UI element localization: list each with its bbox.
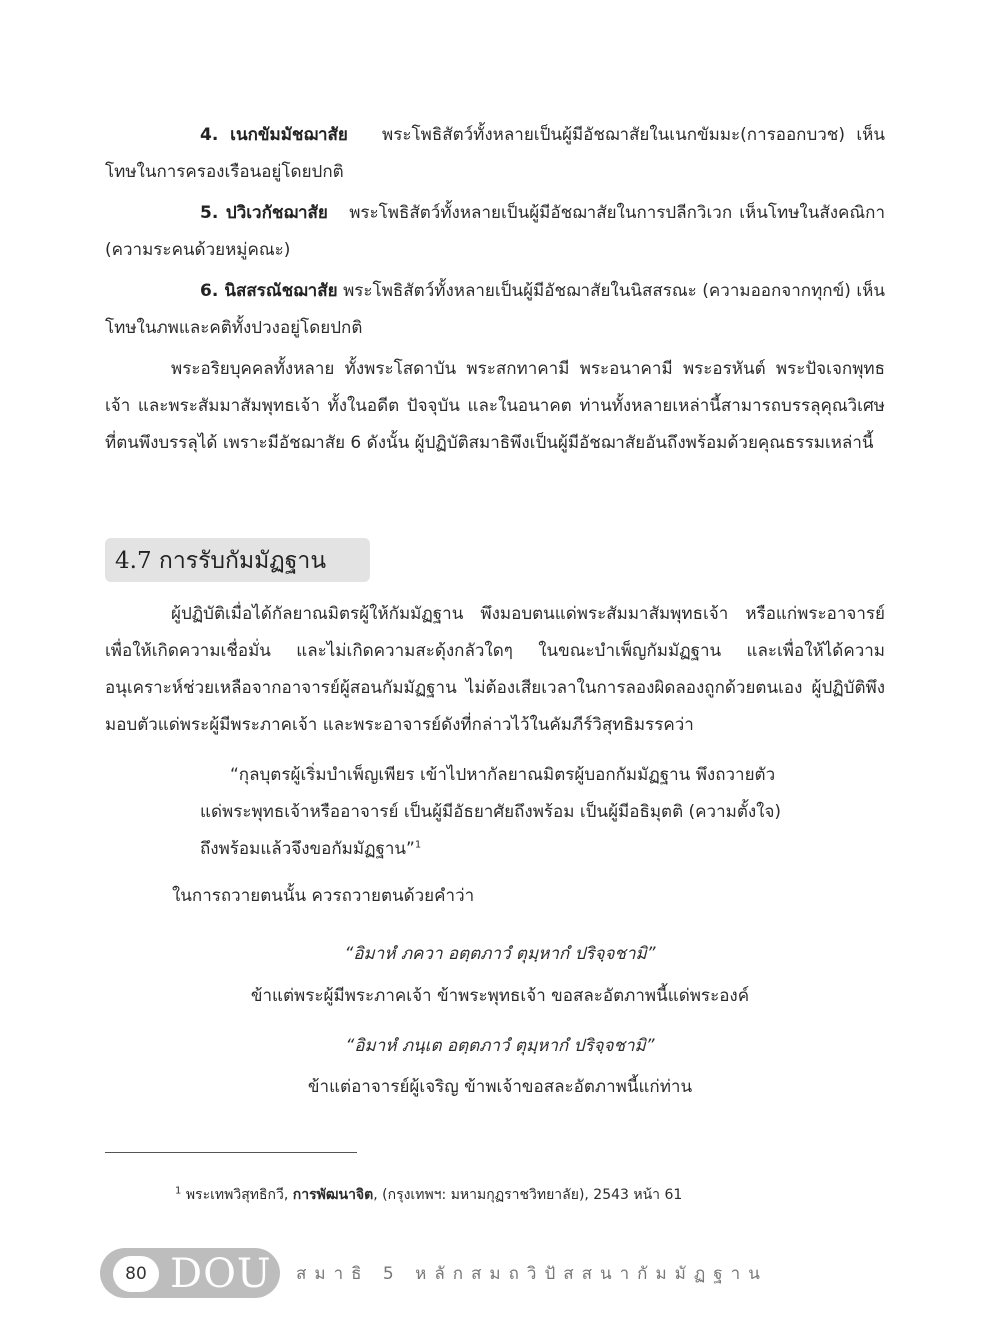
footnote-book-title: การพัฒนาจิต — [292, 1187, 374, 1203]
footer-book-title: สมาธิ 5 หลักสมถวิปัสสนากัมมัฏฐาน — [296, 1264, 768, 1284]
footnote-author: พระเทพวิสุทธิกวี, — [185, 1187, 289, 1203]
footer-brand-logo: DOU — [170, 1251, 272, 1297]
translation-2: ข้าแต่อาจารย์ผู้เจริญ ข้าพเจ้าขอสละอัตภาพนี้แก่ท่าน — [307, 1077, 693, 1097]
offering-intro: ในการถวายตนนั้น ควรถวายตนด้วยคำว่า — [172, 886, 475, 906]
text-nekkhamma: พระโพธิสัตว์ทั้งหลายเป็นผู้มีอัชฌาสัยในเนกขัมมะ(การออกบวช) เห็นโทษในการครองเรือนอยู่โดยปกติ — [105, 125, 885, 182]
footnote-details: , (กรุงเทพฯ: มหามกุฏราชวิทยาลัย), 2543 หน้า 61 — [373, 1187, 683, 1203]
pali-verse-2: “อิมาหํ ภนฺเต อตฺตภาวํ ตุมฺหากํ ปริจฺจชามิ” — [345, 1036, 655, 1056]
term-paviveka: 5. ปวิเวกัชฌาสัย — [200, 203, 328, 223]
footnote-marker: 1 — [175, 1185, 182, 1197]
paragraph-intro — [105, 596, 885, 744]
text-paviveka: พระโพธิสัตว์ทั้งหลายเป็นผู้มีอัชฌาสัยในการปลีกวิเวก เห็นโทษในสังคณิกา (ความระคนด้วยหมู่คณะ) — [105, 203, 885, 260]
text-nissarana: พระโพธิสัตว์ทั้งหลายเป็นผู้มีอัชฌาสัยในนิสสรณะ (ความออกจากทุกข์) เห็นโทษในภพและคติทั้งปวงอยู่โดยปกติ — [105, 281, 886, 338]
quote-text: “กุลบุตรผู้เริ่มบำเพ็ญเพียร เข้าไปหากัลยาณมิตรผู้บอกกัมมัฏฐาน พึงถวายตัวแด่พระพุทธเจ้าหรืออาจารย์ เป็นผู้มีอัธยาศัยถึงพร้อม เป็นผู้มีอธิมุตติ (ความตั้งใจ) ถึงพร้อมแล้วจึงขอกัมมัฏฐาน” — [200, 765, 782, 859]
block-quote — [200, 757, 790, 868]
footnote — [175, 1183, 682, 1207]
paragraph-summary — [105, 351, 885, 462]
summary-text: พระอริยบุคคลทั้งหลาย ทั้งพระโสดาบัน พระสกทาคามี พระอนาคามี พระอรหันต์ พระปัจเจกพุทธเจ้า และพระสัมมาสัมพุทธเจ้า ทั้งในอดีต ปัจจุบัน และในอนาคต ท่านทั้งหลายเหล่านี้สามารถบรรลุคุณวิเศษที่ตนพึงบรรลุได้ เพราะมีอัชฌาสัย 6 ดังนั้น ผู้ปฏิบัติสมาธิพึงเป็นผู้มีอัชฌาสัยอันถึงพร้อมด้วยคุณธรรมเหล่านี้ — [105, 359, 885, 453]
term-nissarana: 6. นิสสรณัชฌาสัย — [200, 281, 338, 301]
footnote-divider — [105, 1152, 357, 1153]
term-nekkhamma: 4. เนกขัมมัชฌาสัย — [200, 125, 348, 145]
page-number: 80 — [113, 1256, 159, 1292]
intro-text: ผู้ปฏิบัติเมื่อได้กัลยาณมิตรผู้ให้กัมมัฏฐาน พึงมอบตนแด่พระสัมมาสัมพุทธเจ้า หรือแก่พระอาจารย์ เพื่อให้เกิดความเชื่อมั่น และไม่เกิดความสะดุ้งกลัวใดๆ ในขณะบำเพ็ญกัมมัฏฐาน และเพื่อให้ได้ความอนุเคราะห์ช่วยเหลือจากอาจารย์ผู้สอนกัมมัฏฐาน ไม่ต้องเสียเวลาในการลองผิดลองถูกด้วยตนเอง ผู้ปฏิบัติพึงมอบตัวแด่พระผู้มีพระภาคเจ้า และพระอาจารย์ดังที่กล่าวไว้ในคัมภีร์วิสุทธิมรรคว่า — [105, 604, 885, 735]
paragraph-nekkhamma — [105, 117, 885, 191]
pali-verse-1: “อิมาหํ ภควา อตฺตภาวํ ตุมฺหากํ ปริจฺจชามิ” — [344, 944, 656, 964]
paragraph-nissarana — [105, 273, 885, 347]
section-heading: 4.7 การรับกัมมัฏฐาน — [115, 548, 327, 574]
translation-1: ข้าแต่พระผู้มีพระภาคเจ้า ข้าพระพุทธเจ้า ขอสละอัตภาพนี้แด่พระองค์ — [250, 986, 750, 1006]
paragraph-paviveka — [105, 195, 885, 269]
footnote-reference: 1 — [414, 839, 422, 851]
